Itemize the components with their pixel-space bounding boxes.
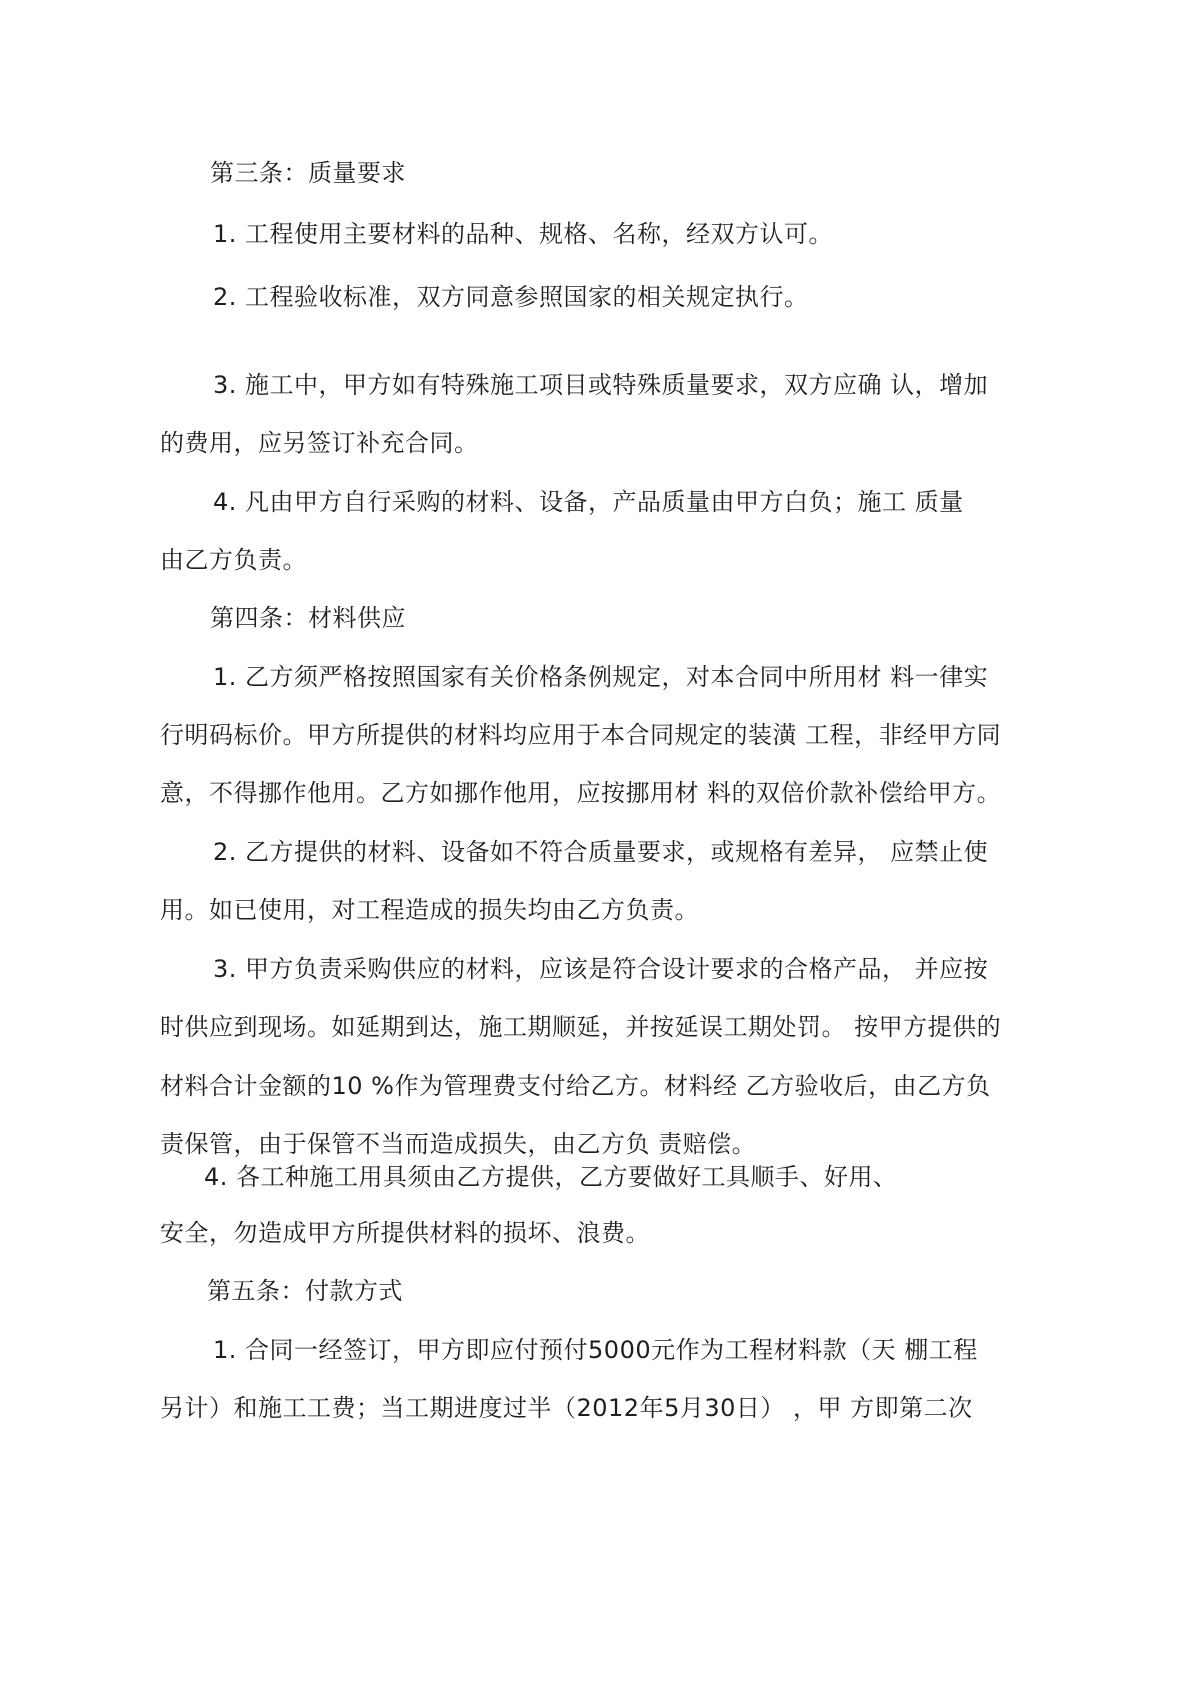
paragraph-line: 意，不得挪作他用。乙方如挪作他用，应按挪用材 料的双倍价款补偿给甲方。 bbox=[160, 779, 1002, 807]
paragraph-line: 责保管，由于保管不当而造成损失，由乙方负 责赔偿。 bbox=[160, 1130, 757, 1158]
paragraph-line: 4. 凡由甲方自行采购的材料、设备，产品质量由甲方白负；施工 质量 bbox=[213, 488, 964, 516]
paragraph-line: 2. 乙方提供的材料、设备如不符合质量要求，或规格有差异， 应禁止使 bbox=[213, 838, 989, 866]
section-heading-5: 第五条：付款方式 bbox=[207, 1277, 403, 1305]
paragraph-line: 安全，勿造成甲方所提供材料的损坏、浪费。 bbox=[160, 1219, 650, 1247]
section-heading-4: 第四条：材料供应 bbox=[210, 604, 406, 632]
section-heading-3: 第三条：质量要求 bbox=[210, 159, 406, 187]
paragraph-line: 另计）和施工工费；当工期进度过半（2012年5月30日） ，甲 方即第二次 bbox=[160, 1394, 973, 1422]
paragraph-line: 时供应到现场。如延期到达，施工期顺延，并按延误工期处罚。 按甲方提供的 bbox=[160, 1013, 1002, 1041]
paragraph-line: 4. 各工种施工用具须由乙方提供，乙方要做好工具顺手、好用、 bbox=[204, 1163, 898, 1191]
paragraph-line: 的费用，应另签订补充合同。 bbox=[160, 429, 479, 457]
paragraph-line: 1. 乙方须严格按照国家有关价格条例规定，对本合同中所用材 料一律实 bbox=[213, 663, 989, 691]
paragraph-line: 2. 工程验收标准，双方同意参照国家的相关规定执行。 bbox=[213, 283, 809, 311]
paragraph-line: 1. 合同一经签订，甲方即应付预付5000元作为工程材料款（天 棚工程 bbox=[213, 1336, 978, 1364]
paragraph-line: 3. 施工中，甲方如有特殊施工项目或特殊质量要求，双方应确 认，增加 bbox=[213, 371, 989, 399]
paragraph-line: 行明码标价。甲方所提供的材料均应用于本合同规定的装潢 工程，非经甲方同 bbox=[160, 721, 1002, 749]
paragraph-line: 1. 工程使用主要材料的品种、规格、名称，经双方认可。 bbox=[213, 220, 834, 248]
paragraph-line: 3. 甲方负责采购供应的材料，应该是符合设计要求的合格产品， 并应按 bbox=[213, 955, 989, 983]
paragraph-line: 由乙方负责。 bbox=[160, 546, 307, 574]
paragraph-line: 用。如已使用，对工程造成的损失均由乙方负责。 bbox=[160, 896, 699, 924]
paragraph-line: 材料合计金额的10 %作为管理费支付给乙方。材料经 乙方验收后，由乙方负 bbox=[160, 1072, 991, 1100]
